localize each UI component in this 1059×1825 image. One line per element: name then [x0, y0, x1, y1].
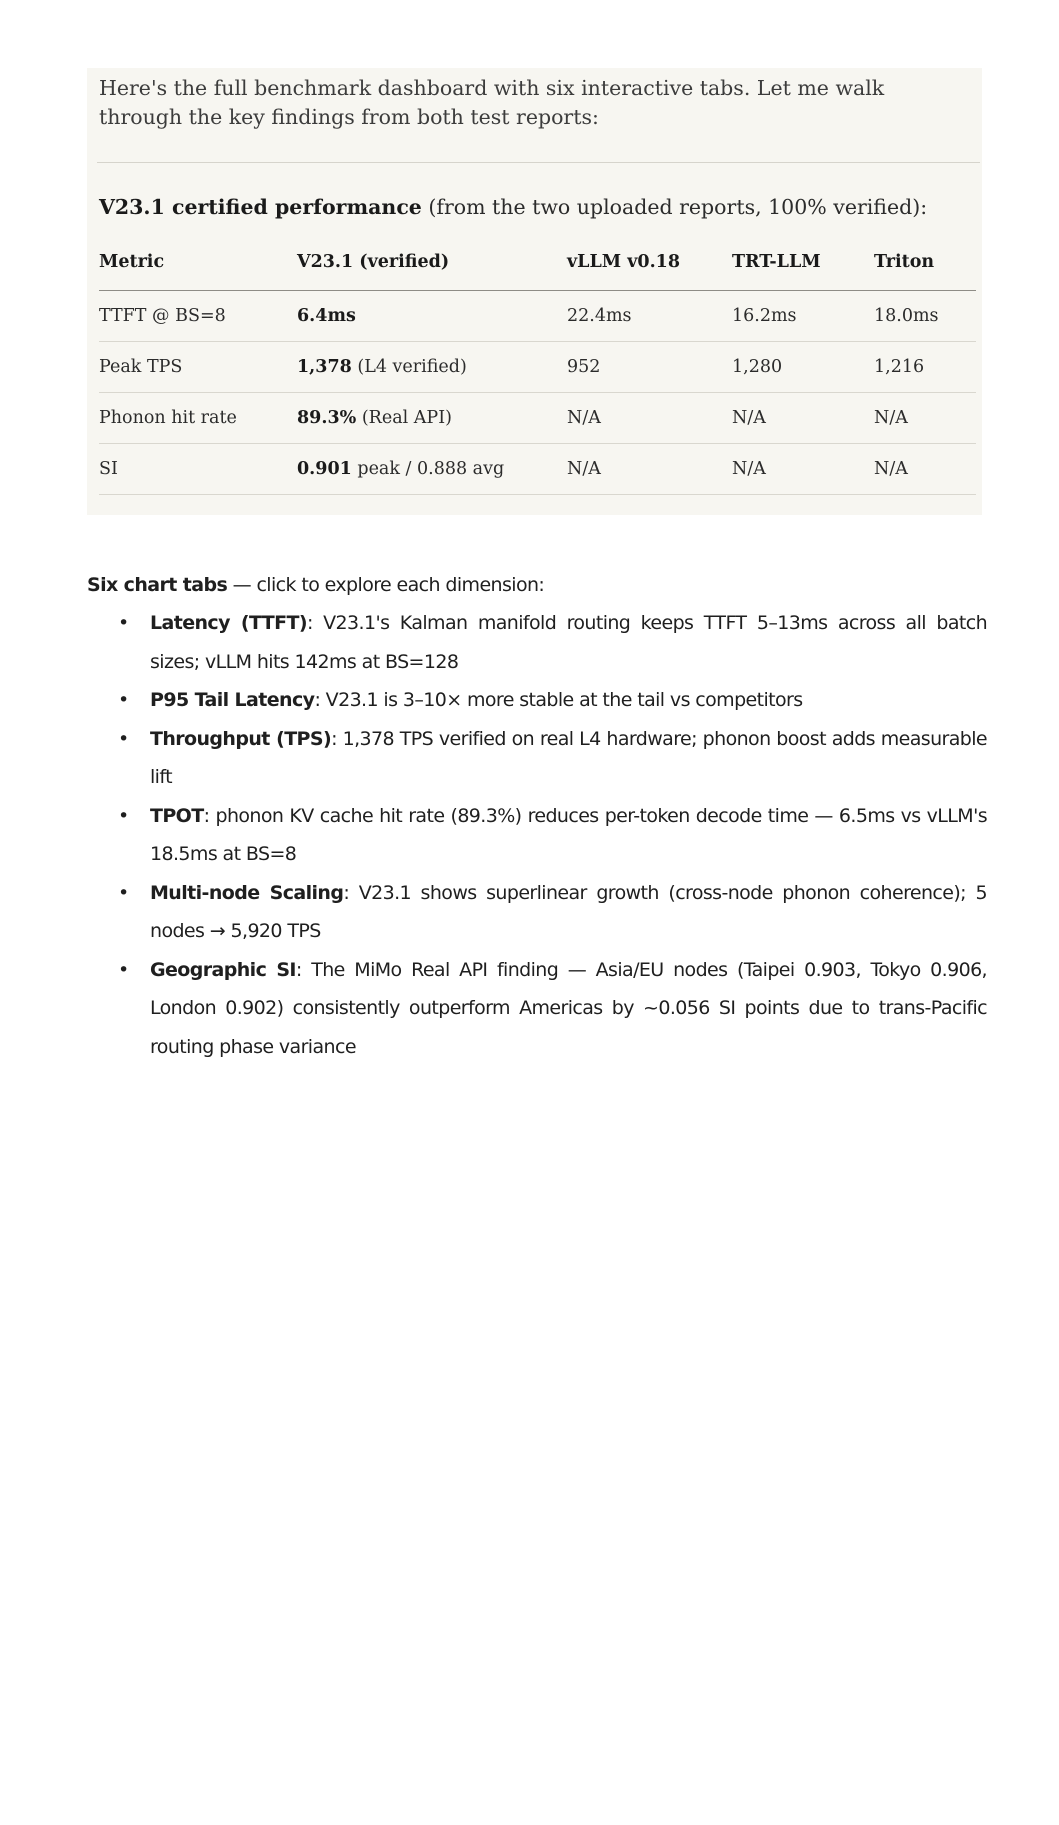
header-v231: V23.1 (verified) [297, 238, 567, 291]
cell-triton: N/A [874, 444, 976, 495]
item-title: TPOT [150, 804, 204, 827]
cell-metric: TTFT @ BS=8 [99, 291, 297, 342]
list-item [87, 604, 987, 681]
item-title: P95 Tail Latency [150, 689, 315, 711]
cell-vllm: 22.4ms [567, 291, 732, 342]
benchmark-table [99, 238, 976, 495]
list-item [87, 874, 987, 951]
cell-v231-note: peak / 0.888 avg [351, 459, 505, 479]
divider [97, 162, 980, 163]
cell-vllm: N/A [567, 444, 732, 495]
chart-tabs-list [87, 604, 987, 1066]
item-text: : V23.1 is 3–10× more stable at the tail vs competitors [314, 689, 803, 711]
chart-tabs-lead [87, 566, 987, 604]
item-title: Multi-node Scaling [150, 881, 344, 904]
cell-vllm: 952 [567, 342, 732, 393]
lead-rest: — click to explore each dimension: [227, 574, 545, 596]
header-triton: Triton [874, 238, 976, 291]
item-text: : V23.1's Kalman manifold routing keeps TTFT 5–13ms across all batch sizes; vLLM hits 142ms at BS=128 [150, 612, 988, 673]
list-item [87, 951, 987, 1067]
bullet-icon: • [118, 612, 129, 634]
item-title: Geographic SI [150, 958, 296, 981]
cell-vllm: N/A [567, 393, 732, 444]
table-header-row [99, 238, 976, 291]
intro-paragraph: Here's the full benchmark dashboard with six interactive tabs. Let me walk through the key findings from both test reports: [99, 76, 885, 129]
summary-card [87, 68, 982, 515]
chart-tabs-section [87, 566, 987, 1066]
bullet-icon: • [118, 804, 129, 827]
header-vllm: vLLM v0.18 [567, 238, 732, 291]
table-row [99, 342, 976, 393]
bullet-icon: • [118, 958, 129, 981]
bullet-icon: • [118, 689, 129, 711]
cell-v231 [297, 444, 567, 495]
cell-triton: 18.0ms [874, 291, 976, 342]
cell-v231-value: 0.901 [297, 459, 352, 479]
list-item [87, 681, 987, 720]
summary-bold: V23.1 certified performance [99, 195, 422, 219]
lead-bold: Six chart tabs [87, 574, 228, 596]
list-item [87, 797, 987, 874]
item-text: : V23.1 shows superlinear growth (cross-node phonon coherence); 5 nodes → 5,920 TPS [150, 881, 987, 942]
list-item [87, 720, 987, 797]
table-row [99, 291, 976, 342]
cell-trt-llm: 1,280 [732, 342, 874, 393]
summary-heading [99, 194, 927, 220]
cell-v231-value: 89.3% [297, 408, 357, 428]
cell-triton: 1,216 [874, 342, 976, 393]
cell-v231 [297, 393, 567, 444]
cell-v231-note: (L4 verified) [351, 357, 467, 377]
header-metric: Metric [99, 238, 297, 291]
cell-metric: Peak TPS [99, 342, 297, 393]
table-row [99, 393, 976, 444]
item-title: Latency (TTFT) [150, 612, 307, 634]
cell-v231-note: (Real API) [356, 408, 452, 428]
cell-v231 [297, 342, 567, 393]
cell-v231-value: 1,378 [297, 357, 352, 377]
item-title: Throughput (TPS) [150, 727, 332, 750]
bullet-icon: • [118, 881, 129, 904]
cell-trt-llm: 16.2ms [732, 291, 874, 342]
cell-triton: N/A [874, 393, 976, 444]
item-text: : phonon KV cache hit rate (89.3%) reduces per-token decode time — 6.5ms vs vLLM's 18.5ms at BS=8 [150, 804, 987, 865]
item-text: : 1,378 TPS verified on real L4 hardware; phonon boost adds measurable lift [150, 727, 987, 788]
cell-metric: Phonon hit rate [99, 393, 297, 444]
header-trt-llm: TRT-LLM [732, 238, 874, 291]
summary-rest: (from the two uploaded reports, 100% verified): [421, 195, 928, 219]
bullet-icon: • [118, 727, 129, 750]
cell-trt-llm: N/A [732, 393, 874, 444]
cell-metric: SI [99, 444, 297, 495]
cell-v231-value: 6.4ms [297, 306, 356, 326]
cell-trt-llm: N/A [732, 444, 874, 495]
table-row [99, 444, 976, 495]
item-text: : The MiMo Real API finding — Asia/EU nodes (Taipei 0.903, Tokyo 0.906, London 0.902) consistently outperform Americas by ~0.056 SI points due to trans-Pacific routing phase variance [150, 958, 987, 1058]
cell-v231 [297, 291, 567, 342]
